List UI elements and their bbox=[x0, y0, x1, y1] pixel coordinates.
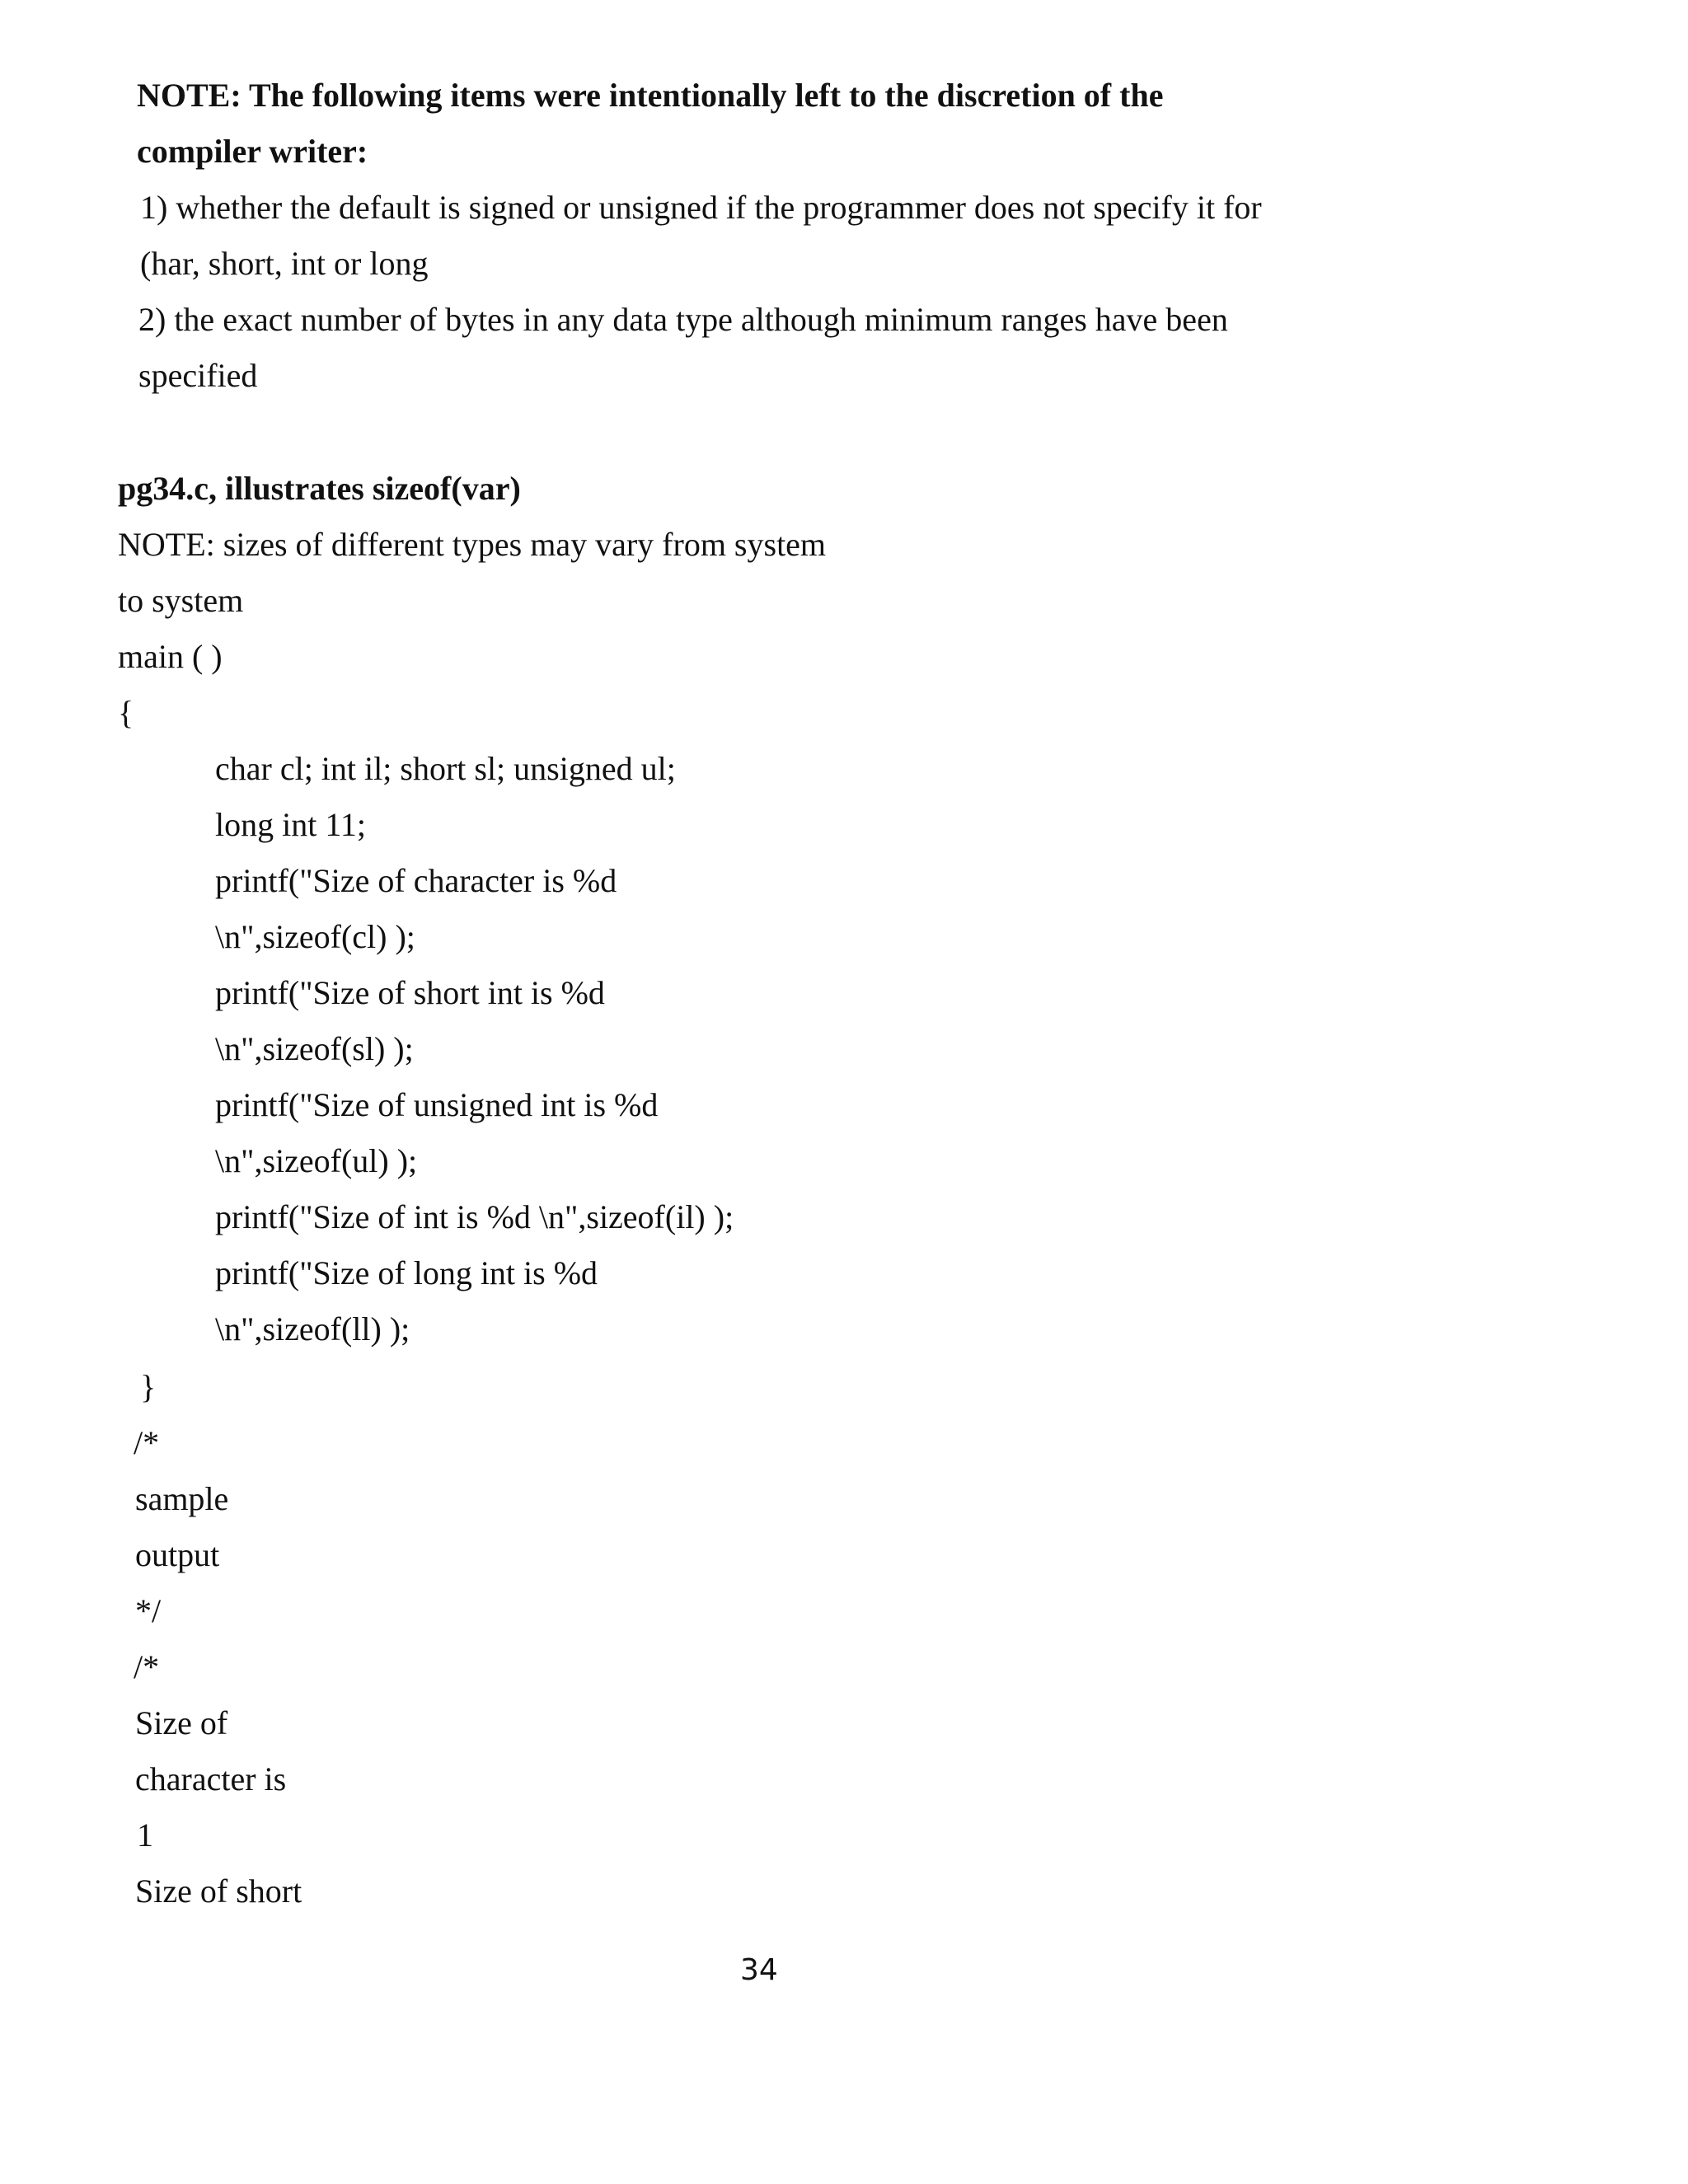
note-item-1-line-1: 1) whether the default is signed or unsigned if the programmer does not specify it for bbox=[140, 189, 1262, 226]
comment-line: /* bbox=[134, 1424, 160, 1461]
code-line: \n",sizeof(cl) ); bbox=[215, 918, 415, 955]
close-brace: } bbox=[140, 1368, 157, 1405]
comment-line: character is bbox=[135, 1760, 287, 1797]
main-declaration: main ( ) bbox=[118, 638, 223, 675]
comment-line: 1 bbox=[137, 1816, 153, 1854]
code-line: char cl; int il; short sl; unsigned ul; bbox=[215, 750, 676, 787]
comment-line: output bbox=[135, 1536, 220, 1573]
open-brace: { bbox=[118, 694, 134, 731]
code-line: printf("Size of character is %d bbox=[215, 862, 617, 899]
comment-line: Size of bbox=[135, 1704, 228, 1741]
note-item-2-line-1: 2) the exact number of bytes in any data type although minimum ranges have been bbox=[138, 301, 1228, 338]
note-item-2-line-2: specified bbox=[138, 357, 258, 394]
code-line: long int 11; bbox=[215, 806, 366, 843]
code-line: \n",sizeof(sl) ); bbox=[215, 1030, 414, 1067]
note-heading-line-2: compiler writer: bbox=[137, 133, 368, 170]
program-title: pg34.c, illustrates sizeof(var) bbox=[118, 470, 521, 507]
comment-line: Size of short bbox=[135, 1872, 302, 1910]
note-item-1-line-2: (har, short, int or long bbox=[140, 245, 429, 282]
code-line: printf("Size of short int is %d bbox=[215, 974, 605, 1011]
code-line: printf("Size of long int is %d bbox=[215, 1254, 598, 1291]
comment-line: /* bbox=[134, 1648, 160, 1685]
program-note-line-2: to system bbox=[118, 582, 244, 619]
code-line: printf("Size of int is %d \n",sizeof(il) ); bbox=[215, 1198, 734, 1235]
program-note-line-1: NOTE: sizes of different types may vary from system bbox=[118, 526, 827, 563]
code-line: \n",sizeof(ll) ); bbox=[215, 1310, 410, 1347]
comment-line: */ bbox=[135, 1592, 162, 1629]
code-line: printf("Size of unsigned int is %d bbox=[215, 1086, 659, 1123]
note-heading-line-1: NOTE: The following items were intentionally left to the discretion of the bbox=[137, 77, 1164, 114]
comment-line: sample bbox=[135, 1480, 229, 1517]
code-line: \n",sizeof(ul) ); bbox=[215, 1142, 418, 1179]
page-number: 34 bbox=[740, 1953, 778, 1987]
